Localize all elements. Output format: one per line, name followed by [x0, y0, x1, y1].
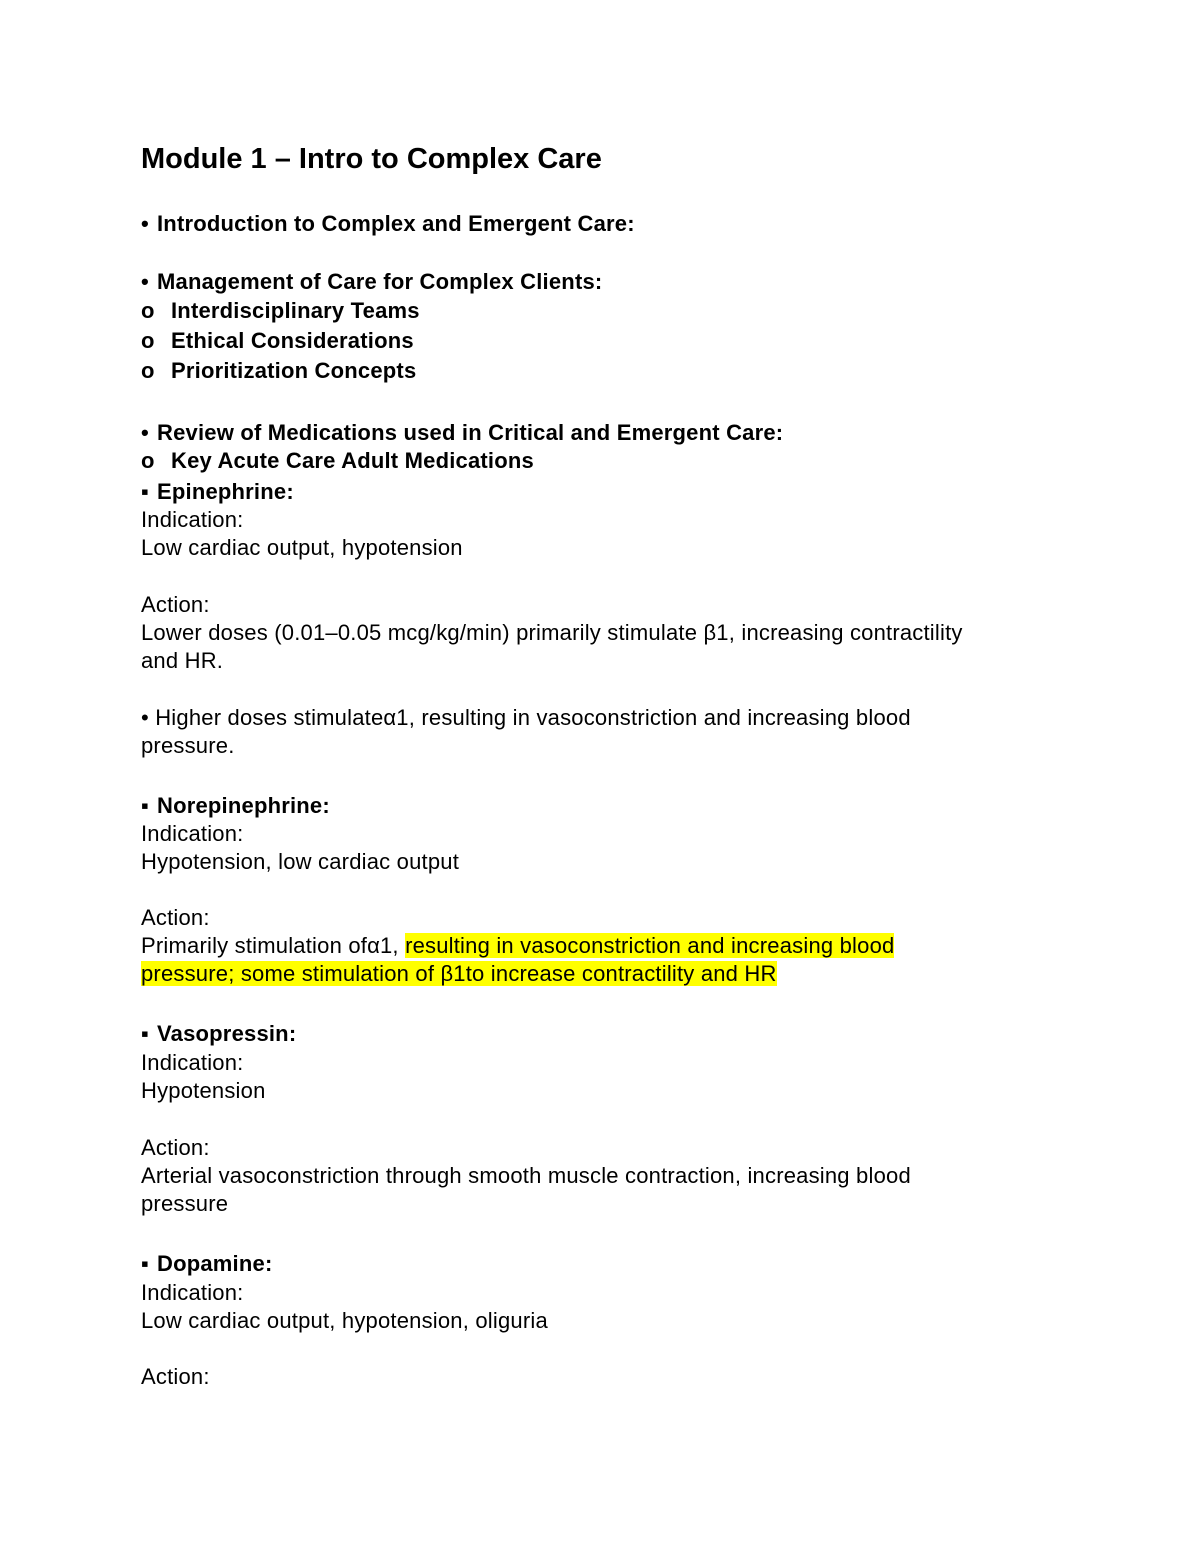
- drug-name-text: Vasopressin:: [157, 1021, 297, 1046]
- indication-label: Indication:: [141, 507, 244, 532]
- indication-label: Indication:: [141, 1050, 244, 1075]
- action-text: [141, 932, 894, 960]
- section-intro: [141, 210, 635, 238]
- list-item: [141, 297, 420, 325]
- bullet-marker: •: [141, 211, 149, 236]
- section-management: [141, 268, 602, 296]
- sub-bullet-marker: o: [141, 328, 155, 353]
- indication-text: Low cardiac output, hypotension: [141, 535, 463, 560]
- action-text: pressure: [141, 1191, 229, 1216]
- list-item: [141, 357, 416, 385]
- bullet-marker: •: [141, 269, 149, 294]
- section-medications-heading: Review of Medications used in Critical and Emergent Care:: [157, 420, 784, 445]
- list-item-text: Prioritization Concepts: [171, 358, 417, 383]
- list-item: [141, 327, 414, 355]
- action-label: Action:: [141, 592, 210, 617]
- list-item-text: Interdisciplinary Teams: [171, 298, 420, 323]
- drug-name-norepinephrine: [141, 792, 330, 820]
- drug-name-epinephrine: [141, 478, 294, 506]
- sub-bullet-marker: o: [141, 358, 155, 383]
- drug-name-text: Norepinephrine:: [157, 793, 330, 818]
- square-bullet-marker: ▪: [141, 1251, 149, 1276]
- indication-label: Indication:: [141, 821, 244, 846]
- action-text: Arterial vasoconstriction through smooth muscle contraction, increasing blood: [141, 1163, 911, 1188]
- square-bullet-marker: ▪: [141, 479, 149, 504]
- subheading-text: Key Acute Care Adult Medications: [171, 448, 534, 473]
- indication-text: Hypotension: [141, 1078, 266, 1103]
- action-text: pressure.: [141, 733, 235, 758]
- sub-bullet-marker: o: [141, 448, 155, 473]
- sub-bullet-marker: o: [141, 298, 155, 323]
- square-bullet-marker: ▪: [141, 793, 149, 818]
- list-item-text: Ethical Considerations: [171, 328, 414, 353]
- action-text-plain: Primarily stimulation ofα1,: [141, 933, 406, 958]
- action-label: Action:: [141, 1364, 210, 1389]
- highlighted-text: pressure; some stimulation of β1to increase contractility and HR: [141, 961, 777, 986]
- drug-name-text: Dopamine:: [157, 1251, 273, 1276]
- action-label: Action:: [141, 905, 210, 930]
- action-text: Lower doses (0.01–0.05 mcg/kg/min) primarily stimulate β1, increasing contractility: [141, 620, 963, 645]
- square-bullet-marker: ▪: [141, 1021, 149, 1046]
- drug-name-vasopressin: [141, 1020, 296, 1048]
- action-label: Action:: [141, 1135, 210, 1160]
- indication-label: Indication:: [141, 1280, 244, 1305]
- drug-name-dopamine: [141, 1250, 272, 1278]
- highlighted-text: resulting in vasoconstriction and increasing blood: [405, 933, 895, 958]
- indication-text: Low cardiac output, hypotension, oliguria: [141, 1308, 548, 1333]
- section-medications-subheading: [141, 447, 534, 475]
- section-medications: [141, 419, 783, 447]
- drug-name-text: Epinephrine:: [157, 479, 294, 504]
- section-management-heading: Management of Care for Complex Clients:: [157, 269, 603, 294]
- action-text: • Higher doses stimulateα1, resulting in vasoconstriction and increasing blood: [141, 705, 911, 730]
- bullet-marker: •: [141, 420, 149, 445]
- action-text: [141, 960, 777, 988]
- section-intro-text: Introduction to Complex and Emergent Care:: [157, 211, 635, 236]
- action-text: and HR.: [141, 648, 224, 673]
- indication-text: Hypotension, low cardiac output: [141, 849, 460, 874]
- page-title: Module 1 – Intro to Complex Care: [141, 143, 602, 175]
